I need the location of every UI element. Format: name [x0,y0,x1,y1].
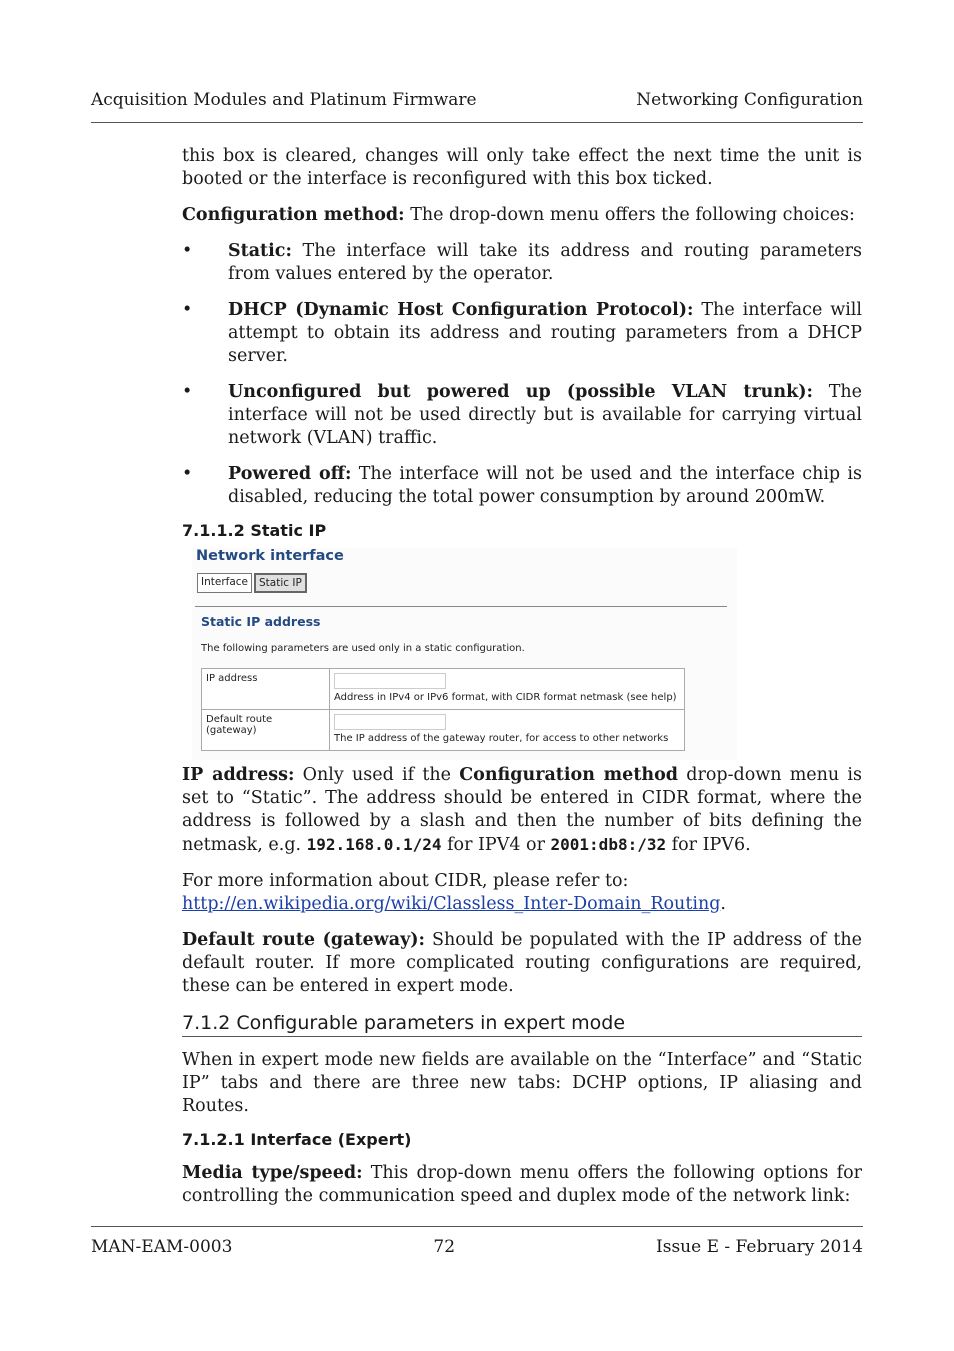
media-label: Media type/speed: [182,1163,363,1183]
default-route-paragraph: Default route (gateway): Should be populated with the IP address of the default router. If more complicated routing configurations are required, these can be entered in expert mode. [182,930,862,996]
media-type-paragraph: Media type/speed: This drop-down menu offers the following options for controlling the communication speed and duplex mode of the network link: [182,1163,862,1206]
list-item: • Unconfigured but powered up (possible VLAN trunk): The interface will not be used directly but is available for carrying virtual network (VLAN) traffic. [182,382,862,448]
bullet-label: DHCP (Dynamic Host Configuration Protocol): [228,300,694,320]
footer-rule [91,1226,863,1227]
header-left: Acquisition Modules and Platinum Firmware [91,90,477,110]
page-number: 72 [433,1237,456,1257]
row-help: Address in IPv4 or IPv6 format, with CIDR format netmask (see help) [334,692,677,703]
intro-paragraph: this box is cleared, changes will only take effect the next time the unit is booted or the interface is reconfigured with this box ticked. [182,146,862,189]
page-header [91,90,863,110]
cidr-link[interactable]: http://en.wikipedia.org/wiki/Classless_Inter-Domain_Routing [182,894,721,914]
bullet-marker: • [182,382,193,402]
list-item: • Powered off: The interface will not be used and the interface chip is disabled, reducing the total power consumption by around 200mW. [182,464,862,507]
ipv4-example: 192.168.0.1/24 [306,835,442,854]
list-item: • Static: The interface will take its address and routing parameters from values entered by the operator. [182,241,862,284]
ipv6-example: 2001:db8:/32 [550,835,667,854]
list-item: • DHCP (Dynamic Host Configuration Protocol): The interface will attempt to obtain its address and routing parameters from a DHCP server. [182,300,862,366]
config-method-paragraph: Configuration method: The drop-down menu offers the following choices: [182,205,855,225]
bullet-label: Unconfigured but powered up (possible VLAN trunk): [228,382,813,402]
row-help: The IP address of the gateway router, for access to other networks [334,733,669,744]
cidr-paragraph: For more information about CIDR, please refer to: http://en.wikipedia.org/wiki/Classless_Inter-Domain_Routing. [182,871,726,914]
expert-paragraph: When in expert mode new fields are available on the “Interface” and “Static IP” tabs and there are three new tabs: DCHP options, IP aliasing and Routes. [182,1050,862,1116]
default-route-input[interactable] [334,714,446,730]
page-content [182,145,862,1208]
config-method-label: Configuration method: [182,205,405,225]
heading-expert-mode: 7.1.2 Configurable parameters in expert mode [182,1010,862,1037]
row-field [330,710,685,751]
page-footer [91,1237,863,1257]
bullet-marker: • [182,241,193,261]
tab-static-ip[interactable]: Static IP [254,573,307,593]
bullet-marker: • [182,464,193,484]
gw-label: Default route (gateway): [182,930,425,950]
footer-doc-id: MAN-EAM-0003 [91,1237,233,1257]
static-ip-table [201,668,685,751]
bullet-marker: • [182,300,193,320]
heading-static-ip: 7.1.1.2 Static IP [182,521,327,540]
header-right: Networking Configuration [636,90,863,110]
ip-address-paragraph: IP address: Only used if the Configuration method drop-down menu is set to “Static”. The address should be entered in CIDR format, where the address is followed by a slash and then the number of bits defining the netmask, e.g. 192.168.0.1/24 for IPV4 or 2001:db8:/32 for IPV6. [182,765,863,855]
section-description: The following parameters are used only in a static configuration. [201,643,525,654]
network-interface-screenshot [192,548,737,760]
header-rule [91,122,863,123]
bullet-label: Static: [228,241,292,261]
table-row [202,669,685,710]
section-title: Static IP address [201,614,321,629]
row-label: Default route (gateway) [202,710,330,751]
ip-label: IP address: [182,765,295,785]
table-row [202,710,685,751]
figure-title: Network interface [196,548,344,564]
row-label: IP address [202,669,330,710]
tab-interface[interactable]: Interface [197,573,252,593]
bullet-label: Powered off: [228,464,352,484]
divider [195,606,727,607]
row-field [330,669,685,710]
footer-issue: Issue E - February 2014 [656,1237,863,1257]
heading-interface-expert: 7.1.2.1 Interface (Expert) [182,1130,412,1149]
figure-tabs [197,573,307,593]
ip-address-input[interactable] [334,673,446,689]
